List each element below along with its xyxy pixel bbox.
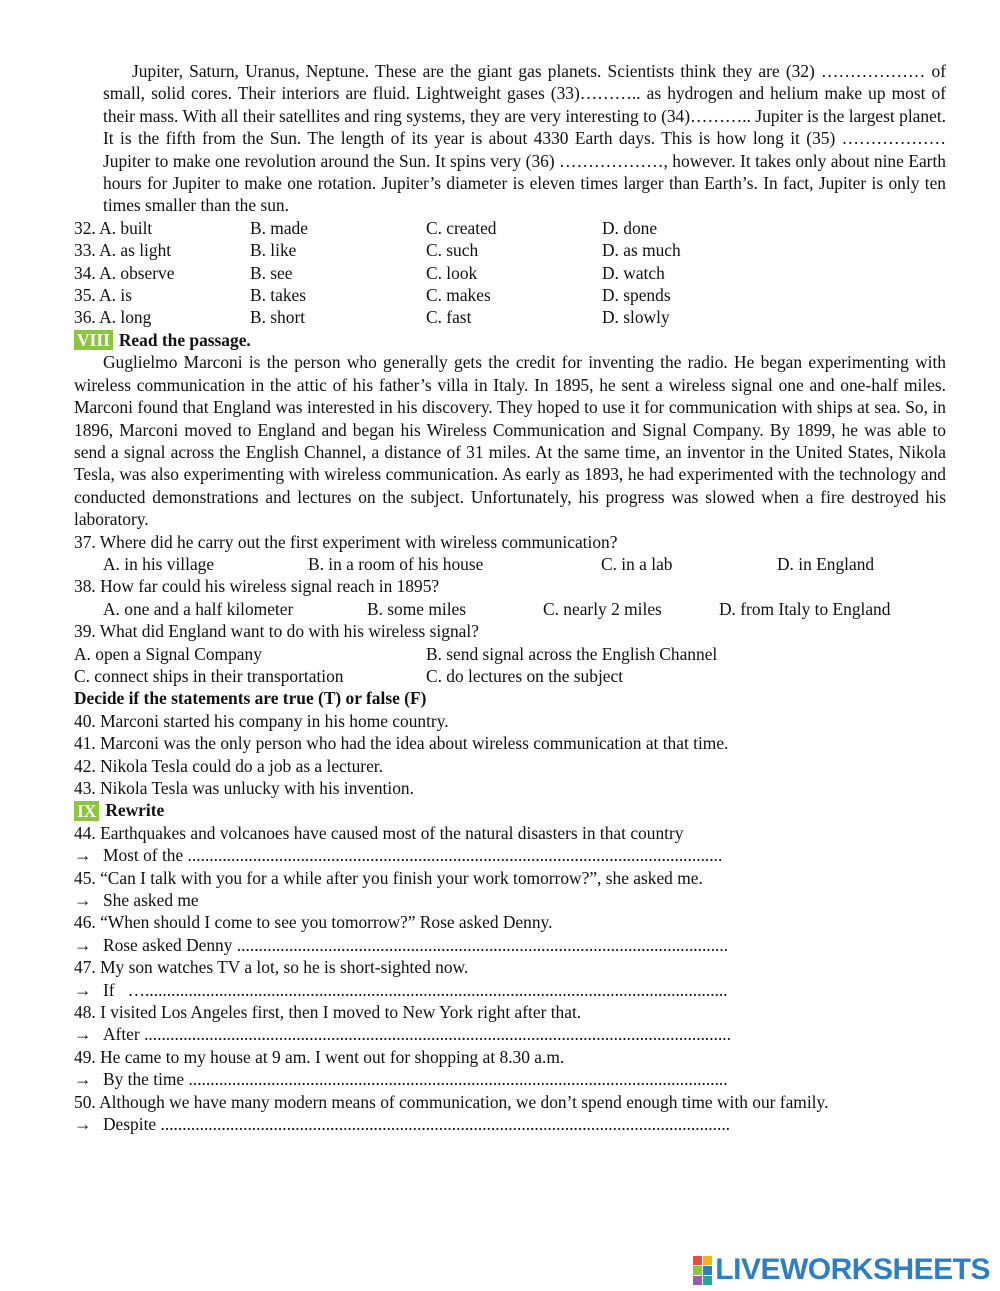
question-38 <box>74 575 946 620</box>
option-b: B. short <box>250 307 306 328</box>
option-d: D. watch <box>602 262 665 283</box>
arrow-icon: → <box>74 1114 92 1135</box>
option-c: C. look <box>426 262 478 283</box>
rewrite-prompt: If <box>103 979 115 1000</box>
rewrite-sentence: 44. Earthquakes and volcanoes have caused most of the natural disasters in that country <box>74 822 684 843</box>
mcq-row-34 <box>74 262 946 284</box>
answer-dots: ........................................................................................................................... <box>187 845 723 866</box>
section-8-title: Read the passage. <box>118 329 251 350</box>
option-b: B. in a room of his house <box>308 553 484 574</box>
rewrite-prompt: She asked me <box>103 890 199 911</box>
option-a: A. one and a half kilometer <box>103 598 294 619</box>
option-d: D. in England <box>777 553 875 574</box>
rewrite-item-49 <box>74 1046 946 1091</box>
rewrite-answer-line[interactable] <box>74 1113 946 1135</box>
rewrite-prompt: By the time <box>103 1069 185 1090</box>
option-b: B. takes <box>250 285 307 306</box>
section-9-title: Rewrite <box>105 800 165 821</box>
statement-41: 41. Marconi was the only person who had the idea about wireless communication at that time. <box>74 733 729 754</box>
option-b: B. some miles <box>367 598 467 619</box>
true-false-heading: Decide if the statements are true (T) or false (F) <box>74 688 427 709</box>
arrow-icon: → <box>74 934 92 955</box>
rewrite-prompt: Most of the <box>103 845 184 866</box>
question-39-options-row-2 <box>74 665 946 687</box>
arrow-icon: → <box>74 1069 92 1090</box>
arrow-icon: → <box>74 1024 92 1045</box>
option-a: 32. A. built <box>74 217 153 238</box>
question-37 <box>74 531 946 576</box>
question-text: 37. Where did he carry out the first experiment with wireless communication? <box>74 531 618 552</box>
answer-dots: ................................................................................................................................... <box>160 1114 731 1135</box>
true-false-statements <box>74 710 946 800</box>
logo-square <box>693 1256 702 1265</box>
rewrite-sentence: 50. Although we have many modern means of communication, we don’t spend enough time with our family. <box>74 1091 829 1112</box>
answer-dots: ............................................................................................................................ <box>188 1069 728 1090</box>
question-39-options-row-1 <box>74 643 946 665</box>
rewrite-answer-line[interactable] <box>74 979 946 1001</box>
option-a: 35. A. is <box>74 285 132 306</box>
section-9-badge: IX <box>74 801 99 821</box>
option-b: B. send signal across the English Channel <box>426 643 718 664</box>
option-a: A. open a Signal Company <box>74 643 262 664</box>
rewrite-answer-line[interactable] <box>74 1023 946 1045</box>
rewrite-prompt: After <box>103 1024 140 1045</box>
rewrite-item-45 <box>74 867 946 912</box>
question-39 <box>74 620 946 687</box>
logo-square <box>693 1276 702 1285</box>
option-b: B. made <box>250 217 308 238</box>
option-c: C. nearly 2 miles <box>543 598 662 619</box>
mcq-row-33 <box>74 239 946 261</box>
mcq-row-35 <box>74 284 946 306</box>
logo-square <box>703 1256 712 1265</box>
rewrite-prompt: Rose asked Denny <box>103 934 233 955</box>
rewrite-item-48 <box>74 1001 946 1046</box>
mcq-32-36 <box>74 217 946 329</box>
rewrite-sentence: 45. “Can I talk with you for a while after you finish your work tomorrow?”, she asked me. <box>74 867 703 888</box>
logo-squares-icon <box>693 1256 712 1285</box>
question-text: 38. How far could his wireless signal reach in 1895? <box>74 576 440 597</box>
logo-text: LIVEWORKSHEETS <box>715 1253 990 1286</box>
mcq-row-32 <box>74 217 946 239</box>
rewrite-answer-line[interactable] <box>74 934 946 956</box>
option-c: C. such <box>426 240 479 261</box>
option-c: C. created <box>426 217 497 238</box>
rewrite-item-50 <box>74 1091 946 1136</box>
rewrite-sentence: 48. I visited Los Angeles first, then I moved to New York right after that. <box>74 1002 582 1023</box>
option-d: C. do lectures on the subject <box>426 665 624 686</box>
mcq-row-36 <box>74 306 946 328</box>
rewrite-answer-line[interactable] <box>74 889 946 911</box>
jupiter-passage: Jupiter, Saturn, Uranus, Neptune. These are the giant gas planets. Scientists think they are (32) ……………… of small, solid cores. Their interiors are fluid. Lightweight gases (33)……….. as hydrogen and helium make up most of their mass. With all their satellites and ring systems, they are very interesting to (34)……….. Jupiter is the largest planet. It is the fifth from the Sun. The length of its year is about 4330 Earth days. This is how long it (35) ……………… Jupiter to make one revolution around the Sun. It spins very (36) ………………, however. It takes only about nine Earth hours for Jupiter to make one rotation. Jupiter’s diameter is eleven times larger than Earth’s. In fact, Jupiter is only ten times smaller than the sun. <box>103 61 946 216</box>
logo-square <box>703 1276 712 1285</box>
option-d: D. from Italy to England <box>719 598 891 619</box>
statement-40: 40. Marconi started his company in his home country. <box>74 710 449 731</box>
marconi-passage: Guglielmo Marconi is the person who generally gets the credit for inventing the radio. He began experimenting with wireless communication in the attic of his father’s villa in Italy. In 1895, he sent a wireless signal one and one-half miles. Marconi found that England was interested in his discovery. They hoped to use it for communication with ships at sea. So, in 1896, Marconi moved to England and began his Wireless Communication and Signal Company. By 1899, he was able to send a signal across the English Channel, a distance of 31 miles. At the same time, an inventor in the United States, Nikola Tesla, was also experimenting with wireless communication. As early as 1893, he had experimented with the technology and conducted demonstrations and lectures on the subject. Unfortunately, his progress was slowed when a fire destroyed his laboratory. <box>74 352 946 530</box>
option-d: D. spends <box>602 285 671 306</box>
answer-dots: …...................................................................................................................................... <box>127 979 728 1000</box>
section-8-heading <box>74 329 946 351</box>
option-d: D. as much <box>602 240 681 261</box>
statement-42: 42. Nikola Tesla could do a job as a lecturer. <box>74 755 383 776</box>
answer-dots: ....................................................................................................................................... <box>144 1024 731 1045</box>
rewrite-prompt: Despite <box>103 1114 157 1135</box>
rewrite-item-44 <box>74 822 946 867</box>
section-9-heading <box>74 799 946 821</box>
rewrite-item-47 <box>74 956 946 1001</box>
option-c: C. makes <box>426 285 491 306</box>
logo-square <box>693 1266 702 1275</box>
option-a: 33. A. as light <box>74 240 172 261</box>
rewrite-item-46 <box>74 911 946 956</box>
rewrite-sentence: 47. My son watches TV a lot, so he is short-sighted now. <box>74 957 469 978</box>
option-a: 36. A. long <box>74 307 152 328</box>
option-c: C. connect ships in their transportation <box>74 665 344 686</box>
option-c: C. in a lab <box>601 553 673 574</box>
option-a: A. in his village <box>103 553 215 574</box>
rewrite-sentence: 49. He came to my house at 9 am. I went out for shopping at 8.30 a.m. <box>74 1046 565 1067</box>
logo-square <box>703 1266 712 1275</box>
option-b: B. like <box>250 240 297 261</box>
rewrite-answer-line[interactable] <box>74 1068 946 1090</box>
rewrite-answer-line[interactable] <box>74 844 946 866</box>
statement-43: 43. Nikola Tesla was unlucky with his invention. <box>74 778 414 798</box>
option-d: D. slowly <box>602 307 670 328</box>
arrow-icon: → <box>74 979 92 1000</box>
question-37-options <box>74 553 946 575</box>
arrow-icon: → <box>74 845 92 866</box>
liveworksheets-logo[interactable] <box>693 1253 990 1287</box>
question-text: 39. What did England want to do with his wireless signal? <box>74 621 479 642</box>
option-c: C. fast <box>426 307 472 328</box>
option-d: D. done <box>602 217 658 238</box>
worksheet-page <box>74 60 946 1136</box>
arrow-icon: → <box>74 890 92 911</box>
rewrite-sentence: 46. “When should I come to see you tomorrow?” Rose asked Denny. <box>74 912 553 933</box>
question-38-options <box>74 598 946 620</box>
option-a: 34. A. observe <box>74 262 175 283</box>
answer-dots: ................................................................................................................. <box>236 934 729 955</box>
option-b: B. see <box>250 262 293 283</box>
rewrite-list <box>74 822 946 1136</box>
section-8-badge: VIII <box>74 330 113 350</box>
